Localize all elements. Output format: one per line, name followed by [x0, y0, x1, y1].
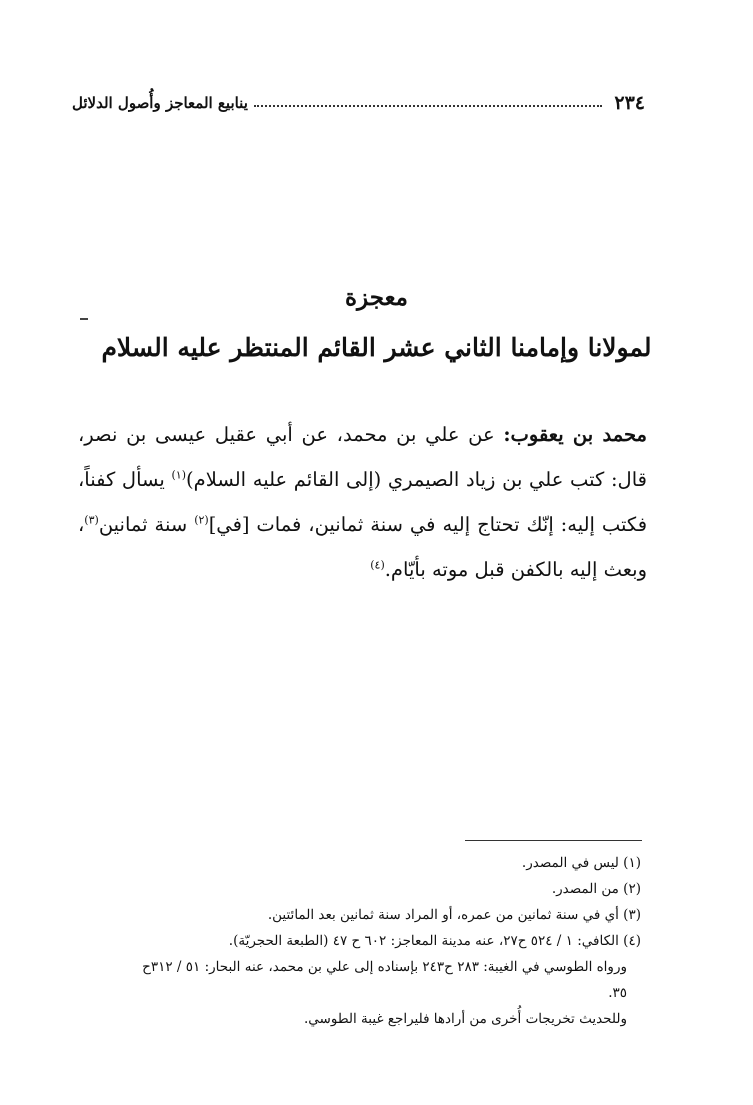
footnote-2: (٢) من المصدر. — [551, 881, 641, 897]
footnote-1: (١) ليس في المصدر. — [521, 855, 641, 871]
text-segment-2: يسأل كفناً، فكتب إليه: إنّك تحتاج إليه في سنة ثمانين، فمات [في] — [78, 468, 648, 536]
text-segment-1: عن علي بن محمد، عن أبي عقيل عيسى بن نصر، قال: كتب علي بن زياد الصيمري (إلى القائم عليه السلام) — [78, 423, 647, 491]
page-number: ٢٣٤ — [614, 92, 645, 114]
footnotes — [120, 850, 641, 1032]
text-segment-3: سنة ثمانين — [98, 513, 195, 536]
leader-dots — [254, 105, 602, 107]
book-title: ينابيع المعاجز وأُصول الدلائل — [72, 94, 248, 112]
footnote-ref-1[interactable]: (١) — [171, 468, 187, 482]
narrator-name: محمد بن يعقوب: — [503, 423, 647, 446]
footnote-4: (٤) الكافي: ١ / ٥٢٤ ح٢٧، عنه مدينة المعاجز: ٦٠٢ ح ٤٧ (الطبعة الحجريّة). — [228, 933, 641, 949]
footnote-divider — [465, 840, 642, 841]
footnote-ref-4[interactable]: (٤) — [370, 558, 385, 572]
footnote-ref-3[interactable]: (٣) — [84, 513, 99, 527]
chapter-title: معجزة — [344, 284, 408, 311]
narration-paragraph — [78, 412, 647, 592]
chapter-heading — [60, 278, 693, 372]
footnote-3: (٣) أي في سنة ثمانين من عمره، أو المراد سنة ثمانين بعد المائتين. — [267, 907, 641, 923]
footnote-ref-2[interactable]: (٢) — [194, 513, 209, 527]
footnote-4-line-3: وللحديث تخريجات أُخرى من أرادها فليراجع غيبة الطوسي. — [304, 1011, 627, 1027]
text-segment-4: ، وبعث إليه بالكفن قبل موته بأيّام. — [78, 513, 647, 581]
footnote-4-line-2: ورواه الطوسي في الغيبة: ٢٨٣ ح٢٤٣ بإسناده إلى علي بن محمد، عنه البحار: ٥١ / ٣١٢ح ٣٥. — [142, 959, 627, 1001]
running-header — [72, 88, 645, 118]
chapter-subtitle: لمولانا وإمامنا الثاني عشر القائم المنتظر عليه السلام — [101, 333, 652, 362]
